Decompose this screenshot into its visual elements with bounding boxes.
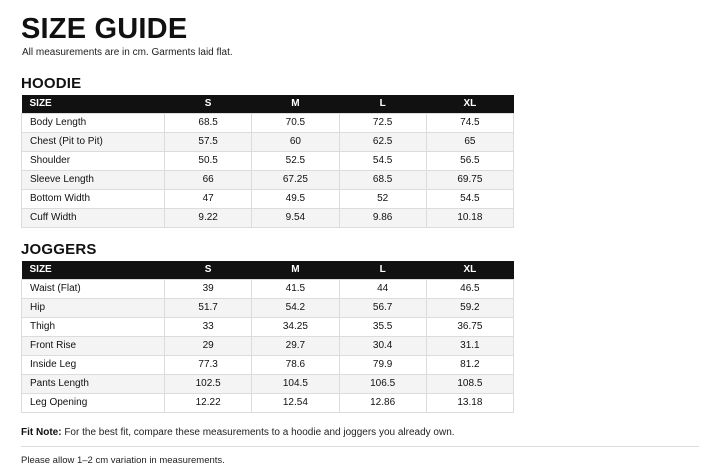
measurement-value: 102.5: [165, 374, 252, 393]
measurement-value: 81.2: [426, 355, 513, 374]
measurement-value: 33: [165, 317, 252, 336]
measurement-label: Thigh: [22, 317, 165, 336]
table-row: [22, 151, 514, 170]
measurement-value: 70.5: [252, 113, 339, 132]
measurement-value: 60: [252, 132, 339, 151]
table-row: [22, 393, 514, 412]
table-row: [22, 132, 514, 151]
measurement-value: 68.5: [339, 170, 426, 189]
measurement-value: 59.2: [426, 298, 513, 317]
measurement-value: 31.1: [426, 336, 513, 355]
measurement-value: 72.5: [339, 113, 426, 132]
measurement-value: 9.86: [339, 208, 426, 227]
measurement-value: 54.5: [339, 151, 426, 170]
fit-note-text: For the best fit, compare these measurements to a hoodie and joggers you already own.: [61, 427, 455, 438]
measurement-value: 29.7: [252, 336, 339, 355]
table-row: [22, 336, 514, 355]
table-row: [22, 355, 514, 374]
measurement-value: 52.5: [252, 151, 339, 170]
measurement-value: 44: [339, 279, 426, 298]
measurement-label: Bottom Width: [22, 189, 165, 208]
measurement-value: 57.5: [165, 132, 252, 151]
measurement-value: 34.25: [252, 317, 339, 336]
hoodie-section-title: HOODIE: [21, 75, 82, 92]
measurement-value: 9.54: [252, 208, 339, 227]
measurement-value: 51.7: [165, 298, 252, 317]
measurement-value: 9.22: [165, 208, 252, 227]
measurement-value: 68.5: [165, 113, 252, 132]
header-cell-m: M: [252, 261, 339, 279]
measurement-label: Leg Opening: [22, 393, 165, 412]
measurement-value: 30.4: [339, 336, 426, 355]
hoodie-size-table: [21, 95, 514, 228]
measurement-value: 12.86: [339, 393, 426, 412]
header-cell-xl: XL: [426, 261, 513, 279]
header-cell-s: S: [165, 261, 252, 279]
table-header-row: [22, 261, 514, 279]
page-subtitle: All measurements are in cm. Garments laid flat.: [22, 47, 233, 58]
measurement-label: Body Length: [22, 113, 165, 132]
table-row: [22, 298, 514, 317]
table-row: [22, 113, 514, 132]
measurement-value: 69.75: [426, 170, 513, 189]
joggers-section-title: JOGGERS: [21, 241, 97, 258]
measurement-label: Inside Leg: [22, 355, 165, 374]
measurement-value: 39: [165, 279, 252, 298]
measurement-label: Pants Length: [22, 374, 165, 393]
header-cell-m: M: [252, 95, 339, 113]
measurement-label: Cuff Width: [22, 208, 165, 227]
fit-note: [21, 427, 455, 439]
measurement-value: 12.22: [165, 393, 252, 412]
measurement-label: Front Rise: [22, 336, 165, 355]
footer-divider: [21, 446, 699, 447]
header-cell-l: L: [339, 261, 426, 279]
table-header-row: [22, 95, 514, 113]
table-row: [22, 189, 514, 208]
variation-note: Please allow 1–2 cm variation in measurements.: [21, 455, 225, 466]
measurement-value: 10.18: [426, 208, 513, 227]
measurement-label: Waist (Flat): [22, 279, 165, 298]
measurement-label: Chest (Pit to Pit): [22, 132, 165, 151]
measurement-value: 12.54: [252, 393, 339, 412]
measurement-value: 108.5: [426, 374, 513, 393]
measurement-value: 65: [426, 132, 513, 151]
measurement-value: 56.7: [339, 298, 426, 317]
measurement-value: 49.5: [252, 189, 339, 208]
header-cell-size: SIZE: [22, 261, 165, 279]
measurement-value: 35.5: [339, 317, 426, 336]
measurement-label: Hip: [22, 298, 165, 317]
table-row: [22, 279, 514, 298]
measurement-value: 62.5: [339, 132, 426, 151]
page-title: SIZE GUIDE: [21, 13, 188, 45]
measurement-value: 67.25: [252, 170, 339, 189]
measurement-label: Shoulder: [22, 151, 165, 170]
fit-note-label: Fit Note:: [21, 427, 62, 438]
measurement-value: 54.5: [426, 189, 513, 208]
measurement-value: 104.5: [252, 374, 339, 393]
header-cell-s: S: [165, 95, 252, 113]
measurement-value: 47: [165, 189, 252, 208]
header-cell-size: SIZE: [22, 95, 165, 113]
measurement-value: 54.2: [252, 298, 339, 317]
measurement-value: 52: [339, 189, 426, 208]
measurement-value: 29: [165, 336, 252, 355]
measurement-label: Sleeve Length: [22, 170, 165, 189]
table-row: [22, 374, 514, 393]
header-cell-xl: XL: [426, 95, 513, 113]
table-row: [22, 208, 514, 227]
measurement-value: 106.5: [339, 374, 426, 393]
measurement-value: 74.5: [426, 113, 513, 132]
table-row: [22, 170, 514, 189]
measurement-value: 56.5: [426, 151, 513, 170]
joggers-size-table: [21, 261, 514, 413]
measurement-value: 41.5: [252, 279, 339, 298]
measurement-value: 77.3: [165, 355, 252, 374]
measurement-value: 79.9: [339, 355, 426, 374]
header-cell-l: L: [339, 95, 426, 113]
measurement-value: 13.18: [426, 393, 513, 412]
measurement-value: 46.5: [426, 279, 513, 298]
measurement-value: 78.6: [252, 355, 339, 374]
measurement-value: 66: [165, 170, 252, 189]
table-row: [22, 317, 514, 336]
measurement-value: 50.5: [165, 151, 252, 170]
measurement-value: 36.75: [426, 317, 513, 336]
